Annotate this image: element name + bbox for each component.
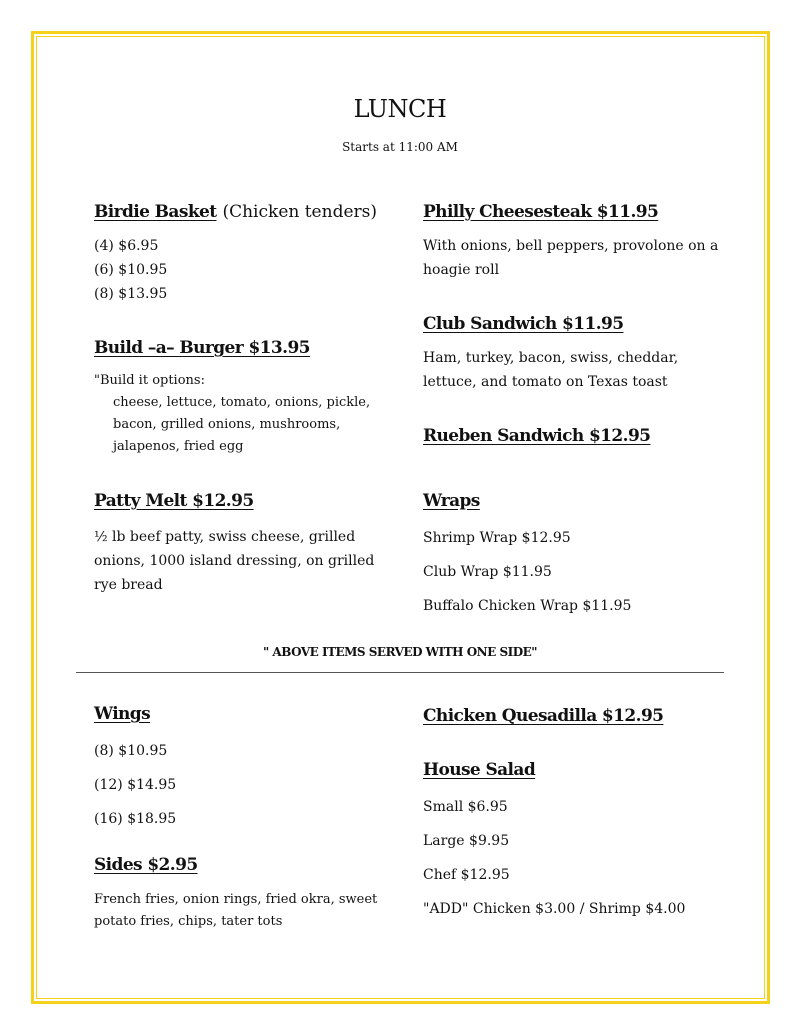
burger-intro: "Build it options: bbox=[94, 373, 205, 388]
salad-addon: "ADD" Chicken $3.00 / Shrimp $4.00 bbox=[423, 901, 686, 917]
patty-melt-desc-line: ½ lb beef patty, swiss cheese, grilled bbox=[94, 529, 356, 545]
wings-section bbox=[94, 704, 176, 836]
house-salad-heading: House Salad bbox=[423, 760, 536, 780]
birdie-basket-heading bbox=[94, 202, 377, 222]
sides-desc-line: French fries, onion rings, fried okra, sweet bbox=[94, 892, 378, 907]
wrap-item: Club Wrap $11.95 bbox=[423, 564, 552, 580]
sides-section bbox=[94, 855, 377, 933]
quesadilla-heading: Chicken Quesadilla $12.95 bbox=[423, 706, 664, 726]
wrap-item: Shrimp Wrap $12.95 bbox=[423, 530, 571, 546]
philly-desc-line: hoagie roll bbox=[423, 262, 500, 278]
club-sandwich-desc-line: lettuce, and tomato on Texas toast bbox=[423, 374, 668, 390]
patty-melt-desc-line: onions, 1000 island dressing, on grilled bbox=[94, 553, 375, 569]
club-sandwich-heading: Club Sandwich $11.95 bbox=[423, 314, 624, 334]
salad-item: Chef $12.95 bbox=[423, 867, 510, 883]
wings-heading: Wings bbox=[94, 704, 151, 724]
rueben-section bbox=[423, 426, 650, 446]
quesadilla-section bbox=[423, 706, 663, 726]
birdie-option: (4) $6.95 bbox=[94, 238, 159, 254]
wings-option: (16) $18.95 bbox=[94, 811, 177, 827]
wings-option: (12) $14.95 bbox=[94, 777, 177, 793]
birdie-basket-name: Birdie Basket bbox=[94, 202, 217, 222]
salad-item: Large $9.95 bbox=[423, 833, 510, 849]
rueben-heading: Rueben Sandwich $12.95 bbox=[423, 426, 651, 446]
burger-option-line: cheese, lettuce, tomato, onions, pickle, bbox=[113, 395, 371, 410]
wings-option: (8) $10.95 bbox=[94, 743, 168, 759]
burger-option-line: jalapenos, fried egg bbox=[113, 439, 244, 454]
sides-heading: Sides $2.95 bbox=[94, 855, 198, 875]
birdie-option: (8) $13.95 bbox=[94, 286, 168, 302]
wraps-heading: Wraps bbox=[423, 491, 480, 511]
burger-heading: Build –a– Burger $13.95 bbox=[94, 338, 310, 358]
wrap-item: Buffalo Chicken Wrap $11.95 bbox=[423, 598, 632, 614]
club-sandwich-desc-line: Ham, turkey, bacon, swiss, cheddar, bbox=[423, 350, 679, 366]
philly-desc-line: With onions, bell peppers, provolone on a bbox=[423, 238, 719, 254]
menu-title: LUNCH bbox=[353, 95, 447, 123]
patty-melt-heading: Patty Melt $12.95 bbox=[94, 491, 254, 511]
wraps-section bbox=[423, 491, 631, 623]
birdie-basket-note: (Chicken tenders) bbox=[222, 202, 377, 222]
patty-melt-section bbox=[94, 491, 374, 597]
patty-melt-desc-line: rye bread bbox=[94, 577, 163, 593]
sides-desc-line: potato fries, chips, tater tots bbox=[94, 914, 283, 929]
served-with-side-note: " ABOVE ITEMS SERVED WITH ONE SIDE" bbox=[262, 645, 538, 659]
birdie-basket-section bbox=[94, 202, 377, 306]
salad-item: Small $6.95 bbox=[423, 799, 508, 815]
section-divider bbox=[76, 672, 724, 673]
birdie-option: (6) $10.95 bbox=[94, 262, 168, 278]
burger-option-line: bacon, grilled onions, mushrooms, bbox=[113, 417, 341, 432]
philly-section bbox=[423, 202, 718, 282]
philly-heading: Philly Cheesesteak $11.95 bbox=[423, 202, 659, 222]
club-sandwich-section bbox=[423, 314, 678, 394]
house-salad-section bbox=[423, 760, 685, 926]
burger-section bbox=[94, 338, 370, 458]
menu-subtitle: Starts at 11:00 AM bbox=[342, 140, 458, 154]
